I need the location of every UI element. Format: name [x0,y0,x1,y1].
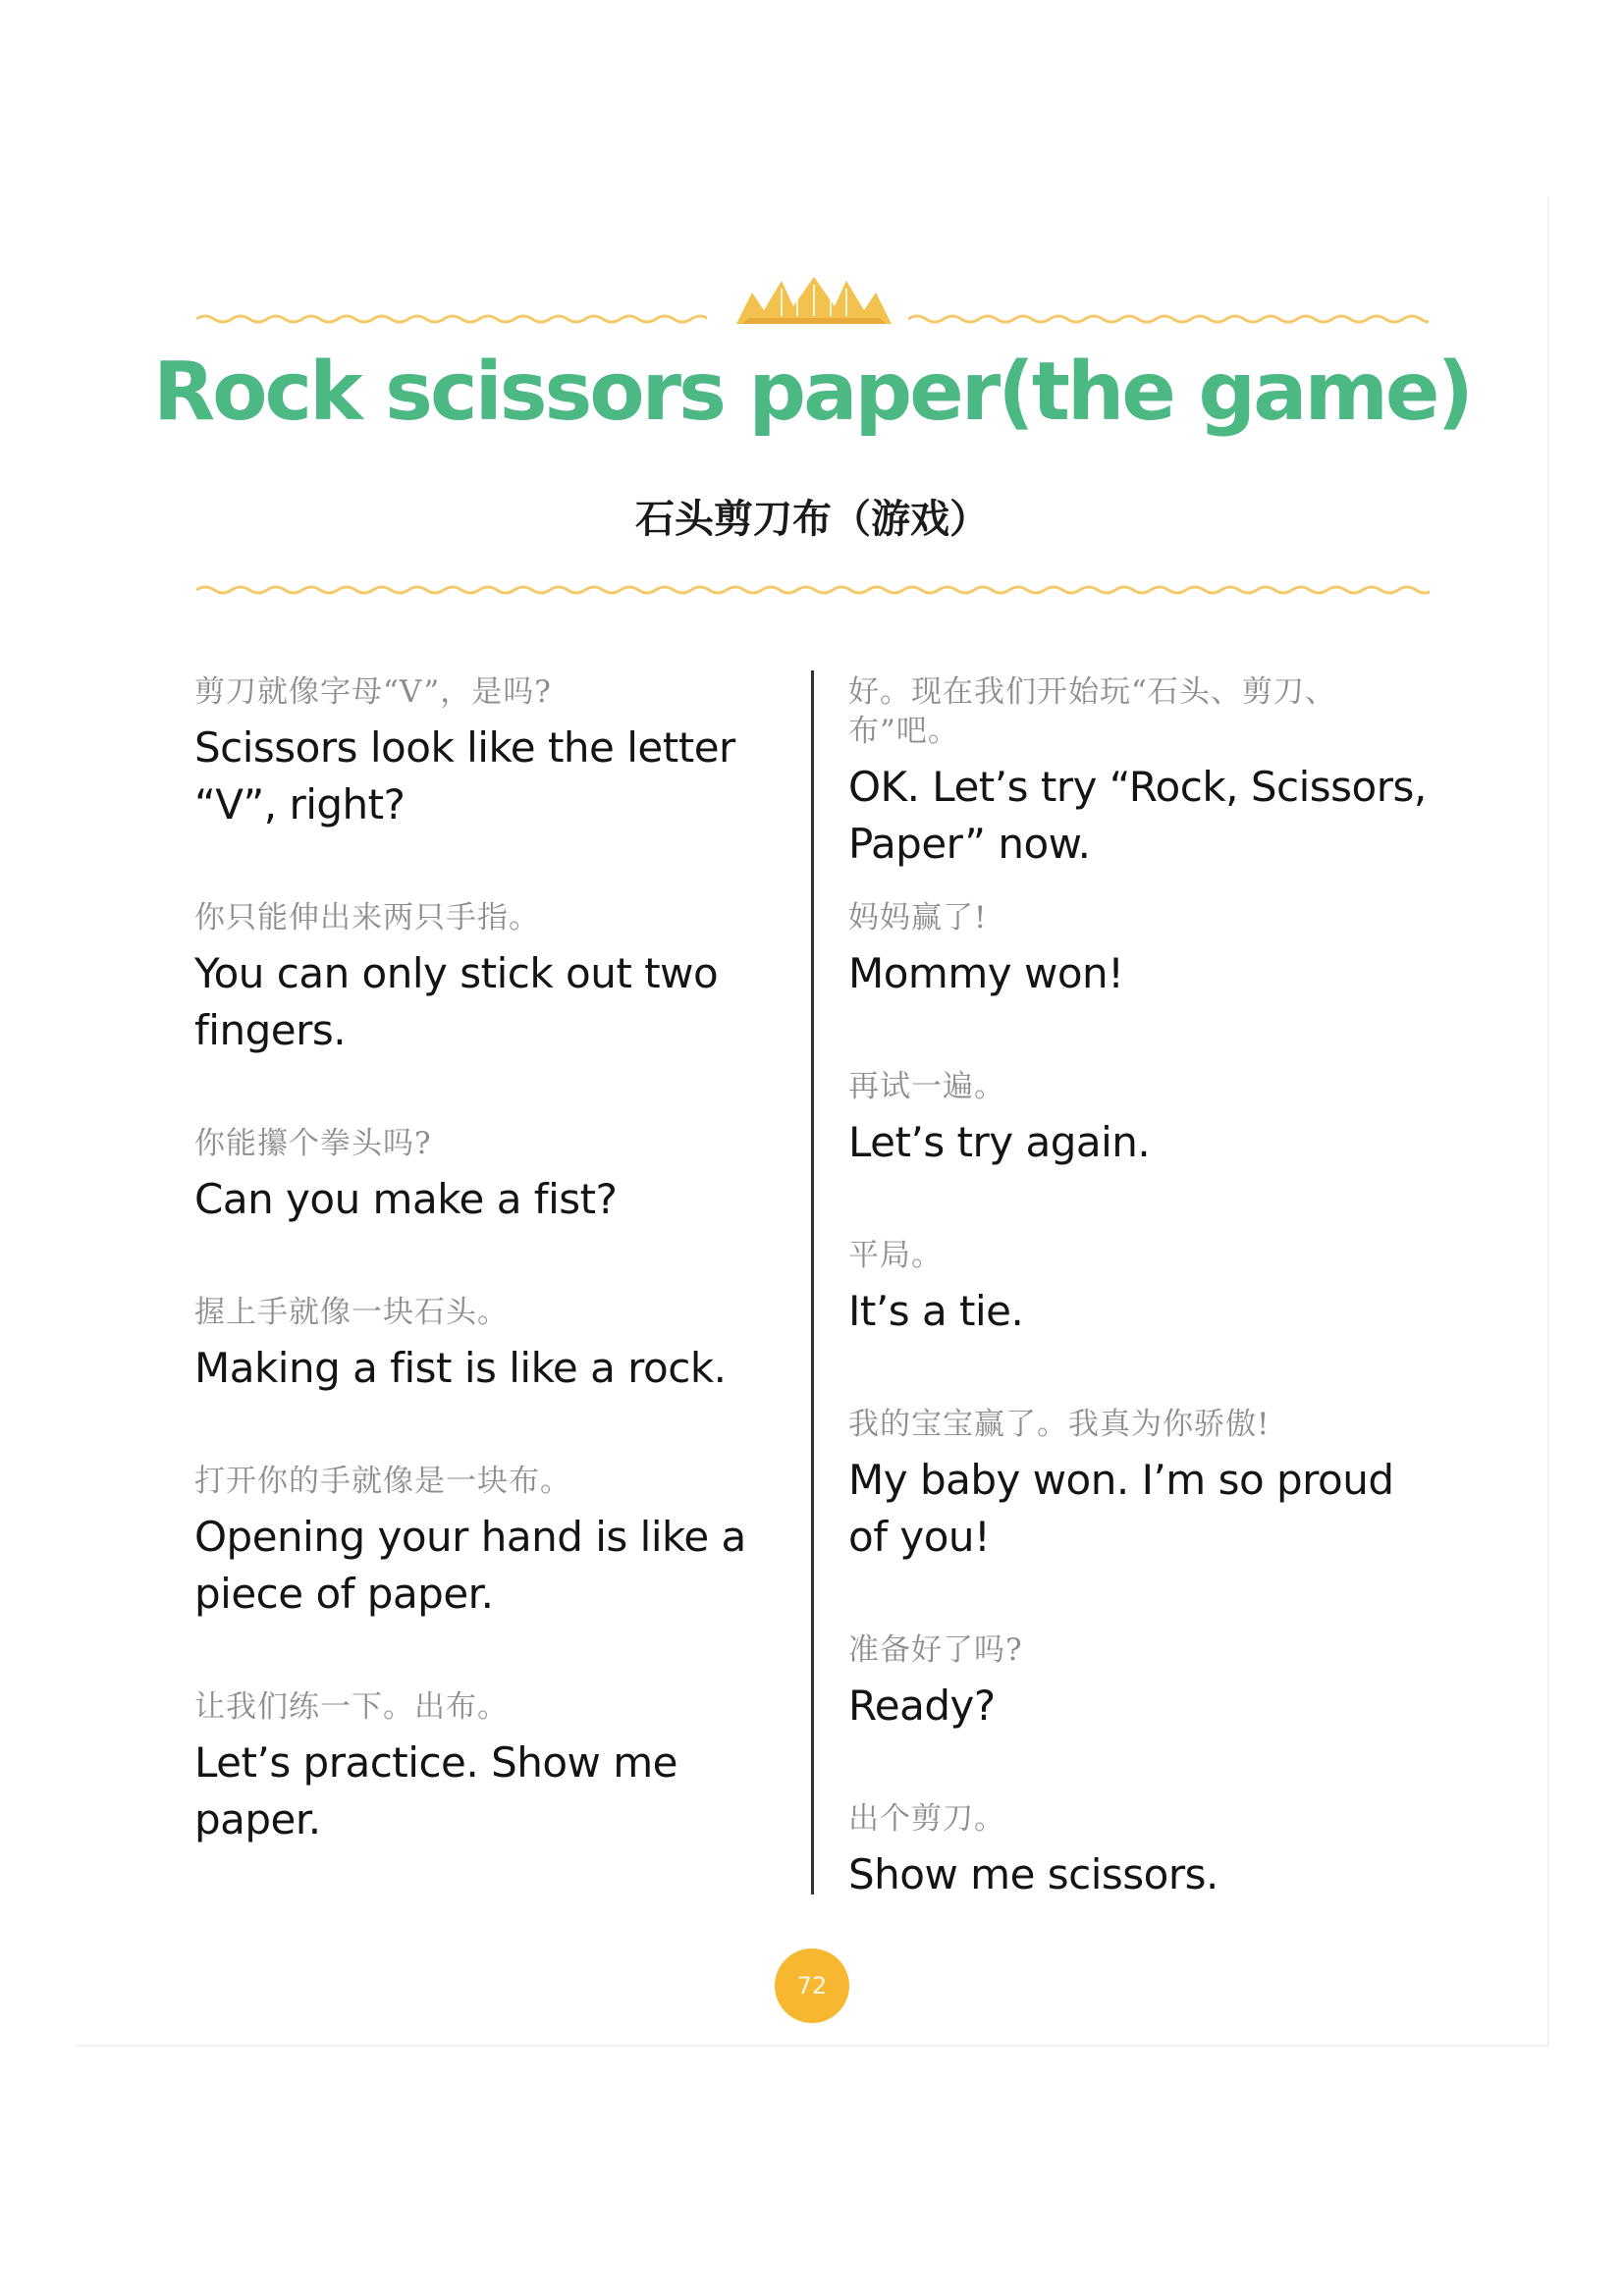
phrase-item [194,672,784,833]
phrase-item [848,1067,1437,1171]
phrase-english: Can you make a fist? [194,1175,618,1223]
phrase-chinese: 握上手就像一块石头。 [194,1295,509,1330]
phrase-chinese: 平局。 [848,1238,943,1273]
phrase-item [848,898,1437,1002]
phrase-item [848,1799,1437,1903]
phrase-item [194,898,784,1059]
phrase-item [848,1630,1437,1735]
phrase-english: Mommy won! [848,949,1124,997]
phrase-item [194,1124,784,1228]
phrase-english: My baby won. I’m so proud of you! [848,1456,1394,1561]
phrase-chinese: 再试一遍。 [848,1069,1005,1104]
phrase-chinese: 准备好了吗? [848,1632,1023,1668]
phrase-english: Let’s practice. Show me paper. [194,1738,678,1843]
phrase-chinese: 剪刀就像字母“V”，是吗? [194,674,552,710]
phrase-chinese: 让我们练一下。出布。 [194,1689,509,1725]
phrase-english: Scissors look like the letter “V”, right? [194,723,735,828]
phrase-english: Let’s try again. [848,1118,1151,1166]
phrase-chinese: 你能攥个拳头吗? [194,1126,432,1161]
top-wave-left [196,311,707,327]
phrase-chinese: 我的宝宝赢了。我真为你骄傲! [848,1407,1271,1442]
page-title: Rock scissors paper(the game) [153,346,1471,439]
phrase-chinese: 好。现在我们开始玩“石头、剪刀、布”吧。 [848,674,1336,749]
phrase-item [848,672,1437,873]
phrase-english: You can only stick out two fingers. [194,949,719,1054]
phrase-item [194,1687,784,1848]
phrase-chinese: 打开你的手就像是一块布。 [194,1464,571,1499]
phrase-chinese: 出个剪刀。 [848,1801,1005,1837]
phrase-item [848,1405,1437,1566]
crown-ornament-icon [732,273,895,332]
phrase-chinese: 你只能伸出来两只手指。 [194,900,540,935]
subtitle-wave [196,582,1430,598]
phrase-english: OK. Let’s try “Rock, Scissors, Paper” now. [848,763,1427,868]
page-number-badge: 72 [775,1949,849,2023]
phrase-english: Opening your hand is like a piece of paper. [194,1513,746,1618]
phrase-english: Making a fist is like a rock. [194,1344,727,1392]
phrase-english: Show me scissors. [848,1850,1218,1898]
phrase-item [194,1293,784,1397]
top-wave-right [908,311,1429,327]
phrase-item [194,1462,784,1623]
phrase-item [848,1236,1437,1340]
phrase-english: It’s a tie. [848,1287,1024,1335]
page-subtitle: 石头剪刀布（游戏） [635,497,989,542]
phrase-english: Ready? [848,1682,996,1730]
phrase-chinese: 妈妈赢了! [848,900,988,935]
column-divider [811,670,814,1895]
